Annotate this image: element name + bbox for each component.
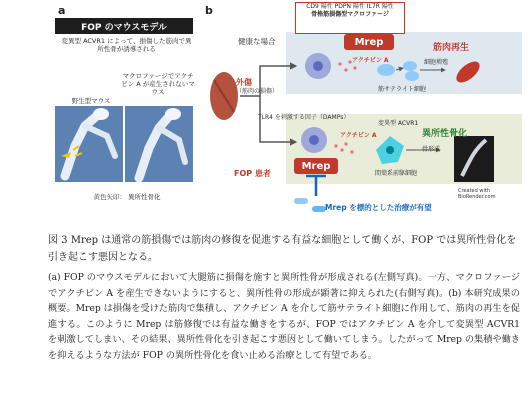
panel-a — [55, 10, 195, 220]
mrep-label-bottom: Mrep — [294, 158, 338, 174]
trauma-label — [236, 78, 278, 96]
heterotopic-ossification-label: 異所性骨化 — [422, 129, 468, 139]
drug-capsule-icons — [294, 198, 326, 212]
trauma-title: 外傷 — [236, 78, 252, 87]
wildtype-mouse-label: 野生型マウス — [71, 97, 111, 105]
satellite-cell-label: 筋サテライト細胞 — [378, 86, 426, 93]
macrophage-cell-bottom — [301, 127, 327, 153]
panel-b — [200, 0, 528, 228]
mutant-acvr1-label: 変異型 ACVR1 — [378, 120, 419, 127]
panel-a-title: FOP のマウスモデル — [55, 18, 193, 34]
figure-caption-title: 図 3 Mrep は通常の筋損傷では筋肉の修復を促進する有益な細胞として働くが、FOP では異所性骨化を引き起こす悪因となる。 — [48, 235, 517, 263]
arrow-caption: 黄色矢印： 異所性骨化 — [93, 193, 161, 201]
mrep-label-top: Mrep — [344, 34, 394, 50]
panel-letter-b: b — [205, 4, 213, 17]
heterotopic-bone-icon — [454, 136, 494, 182]
figure-caption-body — [48, 270, 520, 363]
biorender-credit: Created with BioRender.com — [458, 188, 496, 200]
healthy-case-label: 健康な場合 — [238, 37, 276, 46]
activin-label-top: アクチビン A — [352, 57, 389, 64]
callout-macrophage-type: 骨格筋損傷型マクロファージ — [311, 11, 389, 18]
injured-muscle-icon — [210, 72, 238, 120]
wildtype-xray-image — [55, 106, 123, 182]
tlr4-label: TLR4 を刺激する因子（DAMPs） — [258, 114, 350, 121]
mesenchymal-cell — [376, 136, 404, 164]
activin-dots-bottom — [334, 142, 353, 153]
therapy-label: Mrep を標的とした治療が有望 — [325, 203, 432, 212]
callout-markers: CD9 陽性 PDPN 陽性 IL7R 陽性 — [306, 3, 394, 10]
knockout-mouse-label: マクロファージでアクチビン A が産生されないマウス — [121, 72, 195, 96]
satellite-cells — [377, 61, 419, 81]
panel-a-description: 変異型 ACVR1 によって、損傷した筋肉で異所性骨が誘導される — [61, 37, 192, 53]
panel-letter-a: a — [58, 4, 66, 17]
fop-patient-label: FOP 患者 — [234, 169, 271, 178]
mesenchymal-progenitor-label: 間葉系前駆細胞 — [375, 170, 418, 177]
caption-paragraph: (a) FOP のマウスモデルにおいて大腿筋に損傷を施すと異所性骨が形成される(左側写真)。一方、マクロファージでアクチビン A を産生できないようにすると、異所性骨の形成が顕著に抑えられた(右側写真)。(b) 本研究成果の概要。Mrep は損傷を受けた筋肉で集積し、アクチビン A を介して筋サテライト細胞に作用して、筋肉の再生を促進する。このように Mrep は筋修復では有益な働きをするが、FOP ではアクチビン A を介して変異型 ACVR1 を刺激してしまい、その結果、異所性骨化を引き起こす悪因として働いてしまう。したがって Mrep の集積や働きを抑えるような方法が FOP の異所性骨化を食い止める治療として有望である。 — [48, 272, 520, 361]
inhibition-icon — [306, 176, 326, 196]
proliferation-label: 細胞増殖 — [424, 59, 449, 66]
activin-label-bottom: アクチビン A — [340, 132, 377, 139]
knockout-xray-image — [125, 106, 193, 182]
regenerated-muscle-icon — [453, 58, 483, 87]
trauma-subtitle: （筋肉の損傷） — [236, 88, 279, 95]
bone-formation-label: 骨形成 — [422, 146, 441, 153]
macrophage-cell-top — [305, 53, 331, 79]
muscle-regeneration-label: 筋肉再生 — [433, 43, 470, 53]
